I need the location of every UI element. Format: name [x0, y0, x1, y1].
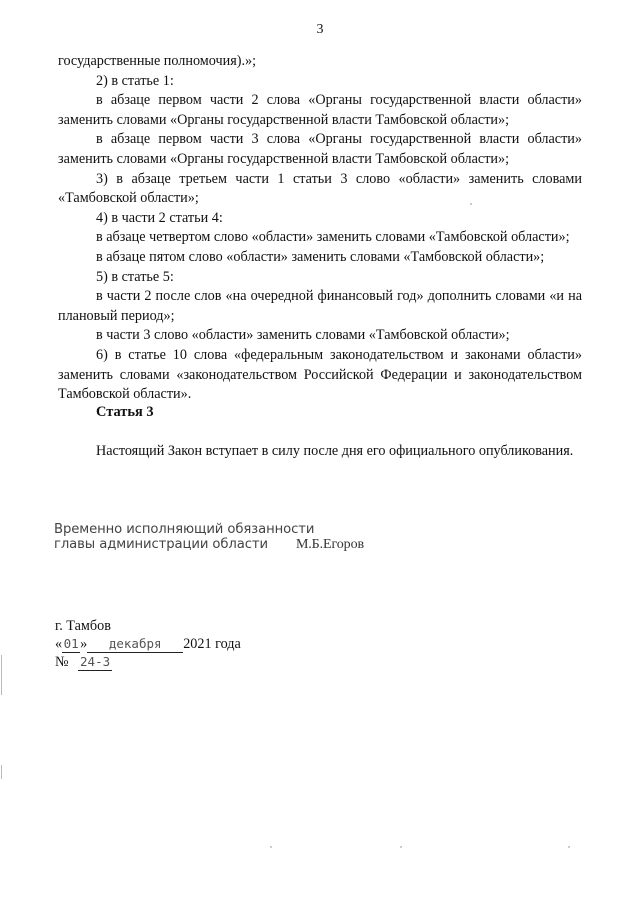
signatory-position-line1: Временно исполняющий обязанности — [54, 522, 315, 537]
article-title: Статья 3 — [96, 404, 154, 420]
paragraph: 5) в статье 5: — [96, 268, 174, 285]
scan-artifact — [470, 203, 472, 205]
paragraph: 4) в части 2 статьи 4: — [96, 209, 223, 226]
paragraph: в абзаце пятом слово «области» заменить словами «Тамбовской области»; — [96, 248, 545, 265]
paragraph: государственные полномочия).»; — [58, 53, 257, 69]
law-number: 24-З — [80, 654, 111, 669]
date-line — [55, 635, 241, 653]
scan-artifact — [270, 846, 272, 848]
paragraph: 3) в абзаце третьем части 1 статьи 3 слово «области» заменить словами «Тамбовской области»; — [58, 170, 582, 207]
date-year: 2021 года — [183, 636, 241, 652]
date-month: декабря — [87, 635, 183, 653]
number-sign: № — [55, 654, 69, 670]
law-number-line — [55, 653, 241, 671]
signatory-position-line2-text: главы администрации области — [54, 537, 268, 552]
scan-artifact — [1, 765, 2, 779]
signature-block — [54, 522, 364, 552]
page-number: 3 — [316, 22, 324, 37]
document-footer — [55, 618, 241, 671]
signatory-position-line2 — [54, 537, 364, 552]
article-body — [58, 442, 582, 462]
quote-close: » — [80, 636, 88, 652]
quote-open: « — [55, 636, 63, 652]
scan-artifact — [1, 655, 2, 695]
article-text: Настоящий Закон вступает в силу после дня его официального опубликования. — [96, 443, 574, 459]
paragraph: 6) в статье 10 слова «федеральным законодательством и законами области» заменить словами «законодательством Российской Федерации и законодательством Тамбовской области». — [58, 346, 582, 403]
paragraph: в абзаце первом части 2 слова «Органы государственной власти области» заменить словами «Органы государственной власти Тамбовской области»; — [58, 92, 582, 128]
paragraph: 2) в статье 1: — [96, 72, 174, 89]
date-day: 01 — [63, 636, 79, 651]
amendments-text — [58, 52, 582, 405]
city: г. Тамбов — [55, 618, 111, 634]
signatory-name: М.Б.Егоров — [295, 537, 364, 552]
paragraph: в части 3 слово «области» заменить словами «Тамбовской области»; — [96, 327, 510, 344]
scan-artifact — [400, 846, 402, 848]
scan-artifact — [568, 846, 570, 848]
paragraph: в абзаце четвертом слово «области» заменить словами «Тамбовской области»; — [96, 229, 570, 246]
paragraph: в абзаце первом части 3 слова «Органы государственной власти области» заменить словами «Органы государственной власти Тамбовской области»; — [58, 131, 582, 167]
paragraph: в части 2 после слов «на очередной финансовый год» дополнить словами «и на плановый период»; — [58, 288, 582, 324]
